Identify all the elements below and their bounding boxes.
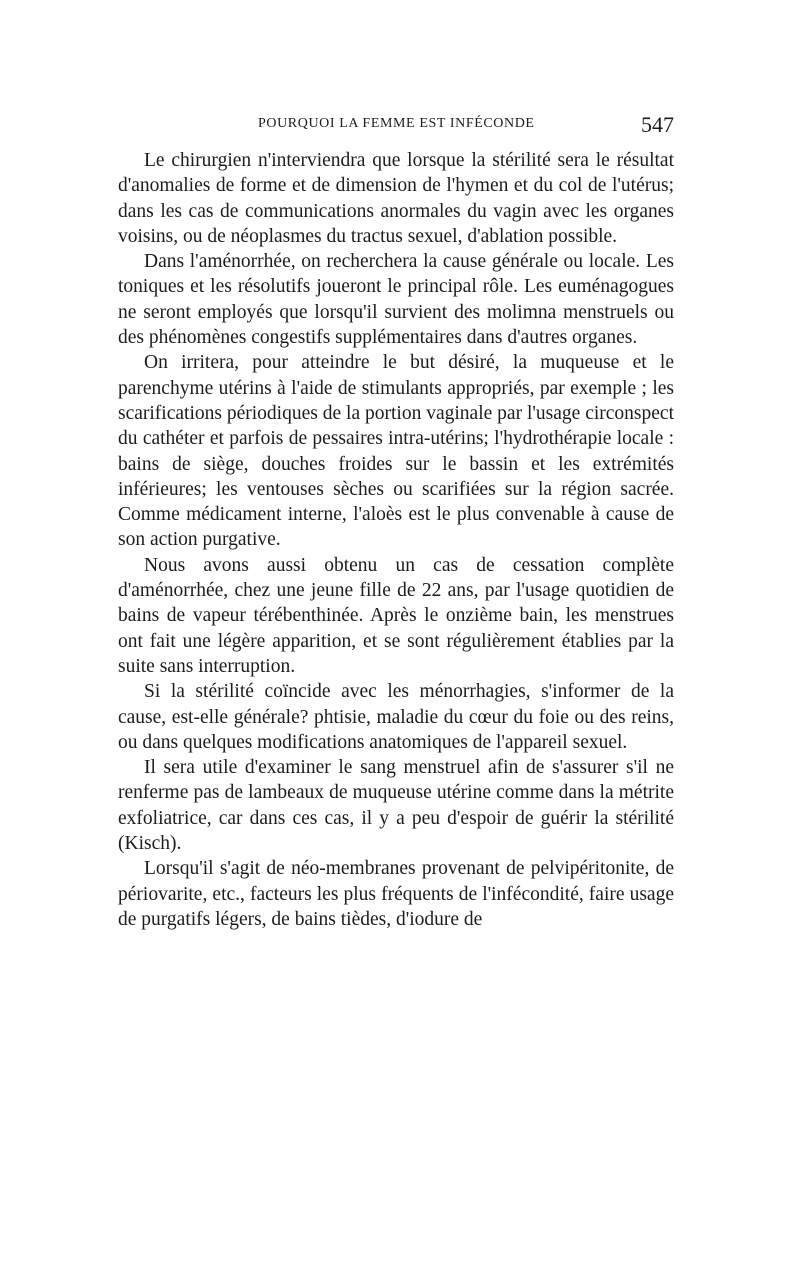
body-text	[118, 148, 674, 932]
paragraph: Le chirurgien n'interviendra que lorsque la stérilité sera le résultat d'anomalies de forme et de dimension de l'hymen et du col de l'utérus; dans les cas de communications anormales du vagin avec les organes voisins, ou de néoplasmes du tractus sexuel, d'ablation possible.	[118, 150, 674, 247]
paragraph: Dans l'aménorrhée, on recherchera la cause générale ou locale. Les toniques et les résolutifs joueront le principal rôle. Les euménagogues ne seront employés que lorsqu'il survient des molimna menstruels ou des phénomènes congestifs supplémentaires dans d'autres organes.	[118, 251, 674, 349]
paragraph: On irritera, pour atteindre le but désiré, la muqueuse et le parenchyme utérins à l'aide de stimulants appropriés, par exemple ; les scarifications périodiques de la portion vaginale par l'usage circonspect du cathéter et parfois de pessaires intra-utérins; l'hydrothérapie locale : bains de siège, douches froides sur le bassin et les extrémités inférieures; les ventouses sèches ou scarifiées sur la région sacrée. Comme médicament interne, l'aloès est le plus convenable à cause de son action purgative.	[118, 352, 674, 551]
paragraph: Lorsqu'il s'agit de néo-membranes provenant de pelvipéritonite, de périovarite, etc., facteurs les plus fréquents de l'infécondité, faire usage de purgatifs légers, de bains tièdes, d'iodure de	[118, 858, 674, 930]
running-title: POURQUOI LA FEMME EST INFÉCONDE	[258, 116, 535, 131]
page-number: 547	[641, 112, 674, 137]
paragraph: Si la stérilité coïncide avec les ménorrhagies, s'informer de la cause, est-elle générale? phtisie, maladie du cœur du foie ou des reins, ou dans quelques modifications anatomiques de l'appareil sexuel.	[118, 681, 674, 753]
paragraph: Il sera utile d'examiner le sang menstruel afin de s'assurer s'il ne renferme pas de lambeaux de muqueuse utérine comme dans la métrite exfoliatrice, car dans ces cas, il y a peu d'espoir de guérir la stérilité (Kisch).	[118, 757, 674, 855]
paragraph: Nous avons aussi obtenu un cas de cessation complète d'aménorrhée, chez une jeune fille de 22 ans, par l'usage quotidien de bains de vapeur térébenthinée. Après le onzième bain, les menstrues ont fait une légère apparition, et se sont régulièrement établies par la suite sans interruption.	[118, 554, 674, 677]
running-head	[118, 112, 674, 136]
